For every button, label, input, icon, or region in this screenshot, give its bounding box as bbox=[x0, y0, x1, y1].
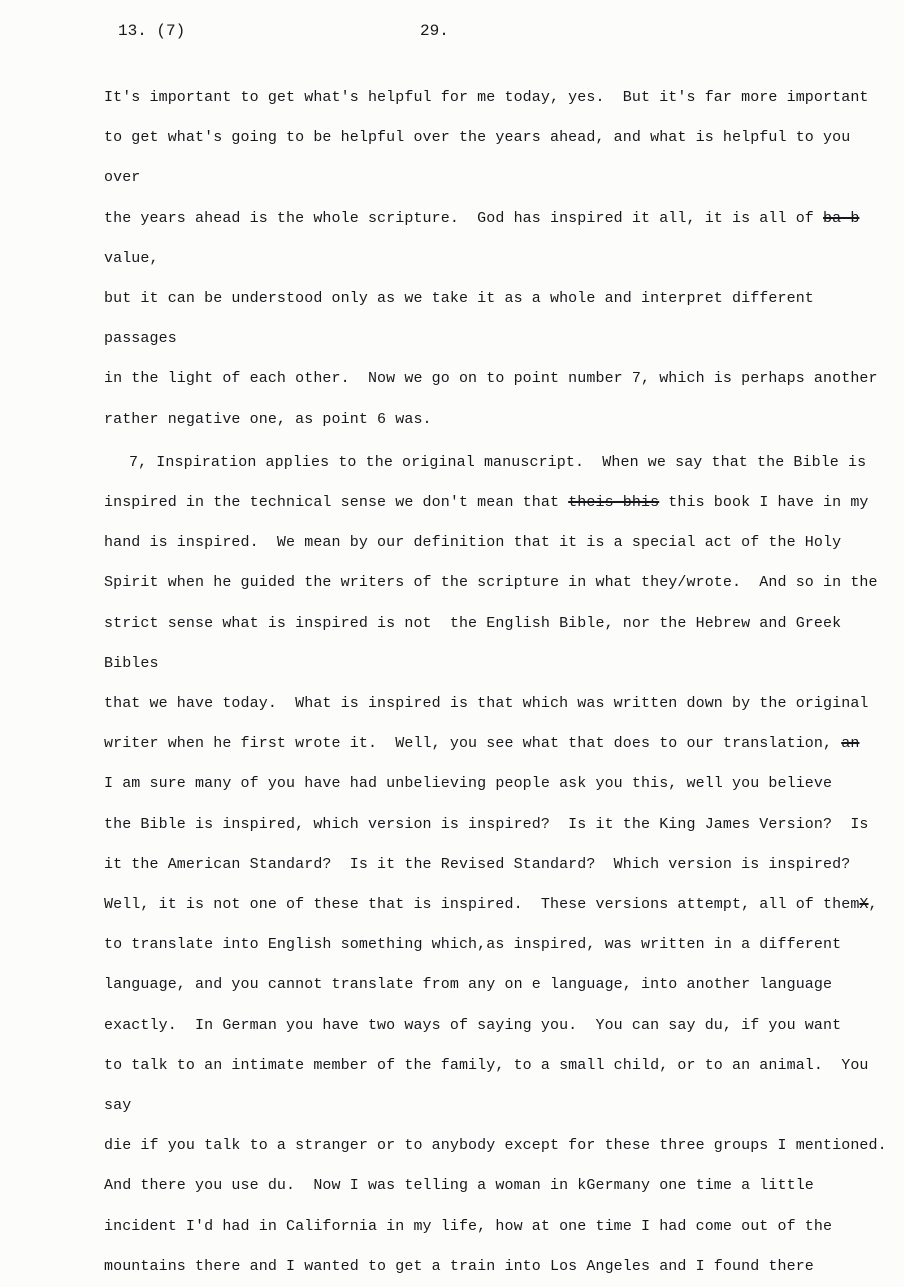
text-line bbox=[104, 118, 890, 198]
text-segment: in the light of each other. Now we go on to point number 7, which is perhaps another bbox=[104, 370, 878, 388]
text-segment: to talk to an intimate member of the family, to a small child, or to an animal. You say bbox=[104, 1056, 878, 1115]
text-line bbox=[104, 199, 890, 279]
text-line bbox=[104, 965, 890, 1005]
text-segment: 7, Inspiration applies to the original manuscript. When we say that the Bible is bbox=[129, 453, 867, 471]
text-segment: strict sense what is inspired is not the English Bible, nor the Hebrew and Greek Bibles bbox=[104, 614, 851, 672]
text-segment: value, bbox=[104, 209, 869, 267]
text-segment: inspired in the technical sense we don't mean that bbox=[104, 494, 569, 512]
text-segment: Spirit when he guided the writers of the scripture in what they/wrote. And so in the bbox=[104, 574, 878, 592]
text-line bbox=[104, 805, 890, 845]
paragraph bbox=[104, 443, 890, 1287]
text-line bbox=[104, 1166, 890, 1206]
text-line bbox=[104, 483, 890, 523]
text-line bbox=[104, 279, 890, 359]
text-line bbox=[104, 845, 890, 885]
strikethrough-text: an bbox=[841, 735, 860, 753]
text-segment: to translate into English something which,as inspired, was written in a different bbox=[104, 936, 842, 954]
text-segment: the years ahead is the whole scripture. God has inspired it all, it is all of bbox=[104, 209, 824, 227]
text-line bbox=[104, 1046, 890, 1126]
page-number: 29. bbox=[420, 22, 449, 40]
strikethrough-text: ba b bbox=[823, 209, 860, 227]
text-line bbox=[104, 604, 890, 684]
strikethrough-text: X bbox=[859, 896, 869, 914]
text-segment: the Bible is inspired, which version is inspired? Is it the King James Version? Is bbox=[104, 815, 869, 833]
text-segment: mountains there and I wanted to get a train into Los Angeles and I found there bbox=[104, 1257, 814, 1275]
text-segment: language, and you cannot translate from any on e language, into another language bbox=[104, 976, 833, 994]
text-line bbox=[104, 1207, 890, 1247]
text-line bbox=[104, 563, 890, 603]
text-segment: It's important to get what's helpful for me today, yes. But it's far more important bbox=[104, 89, 869, 106]
text-line bbox=[104, 925, 890, 965]
text-line bbox=[104, 443, 890, 483]
text-line bbox=[104, 885, 890, 925]
text-line bbox=[104, 684, 890, 724]
text-segment: rather negative one, as point 6 was. bbox=[104, 410, 432, 428]
text-line bbox=[104, 523, 890, 563]
text-segment: I am sure many of you have had unbelieving people ask you this, well you believe bbox=[104, 775, 833, 793]
text-segment: exactly. In German you have two ways of saying you. You can say du, if you want bbox=[104, 1016, 842, 1034]
text-segment: incident I'd had in California in my life, how at one time I had come out of the bbox=[104, 1217, 833, 1235]
text-line bbox=[104, 1006, 890, 1046]
paragraph bbox=[104, 78, 890, 440]
text-segment: Well, it is not one of these that is inspired. These versions attempt, all of them bbox=[104, 896, 860, 914]
text-segment: , bbox=[868, 896, 878, 914]
text-segment: that we have today. What is inspired is that which was written down by the original bbox=[104, 695, 869, 713]
text-line bbox=[104, 1247, 890, 1287]
page-header bbox=[0, 22, 904, 52]
text-segment: this book I have in my bbox=[659, 494, 869, 512]
text-line bbox=[104, 359, 890, 399]
text-segment: writer when he first wrote it. Well, you see what that does to our translation, bbox=[104, 735, 842, 753]
text-line bbox=[104, 764, 890, 804]
document-body bbox=[104, 78, 890, 1287]
text-line bbox=[104, 400, 890, 440]
text-segment: but it can be understood only as we take it as a whole and interpret different passages bbox=[104, 290, 824, 348]
text-segment: it the American Standard? Is it the Revised Standard? Which version is inspired? bbox=[104, 855, 851, 873]
text-segment: die if you talk to a stranger or to anybody except for these three groups I mentioned. bbox=[104, 1137, 887, 1155]
text-segment: And there you use du. Now I was telling a woman in kGermany one time a little bbox=[104, 1177, 814, 1195]
text-segment: to get what's going to be helpful over the years ahead, and what is helpful to you over bbox=[104, 129, 860, 187]
text-line bbox=[104, 78, 890, 118]
section-number: 13. (7) bbox=[118, 22, 186, 40]
strikethrough-text: theis bhis bbox=[568, 494, 660, 512]
text-line bbox=[104, 1126, 890, 1166]
text-line bbox=[104, 724, 890, 764]
text-segment: hand is inspired. We mean by our definition that it is a special act of the Holy bbox=[104, 534, 842, 552]
